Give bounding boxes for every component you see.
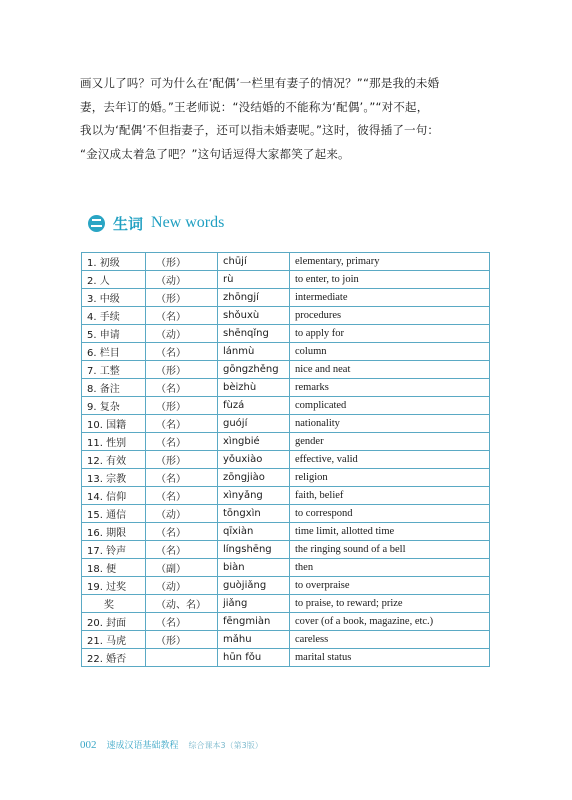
- page-number: 002: [80, 739, 97, 751]
- pinyin: xìnyǎng: [218, 487, 290, 505]
- section-header-new-words: [88, 211, 224, 235]
- pinyin: xìngbié: [218, 433, 290, 451]
- part-of-speech: [146, 649, 218, 667]
- table-row: [82, 541, 490, 559]
- vocab-word: 4. 手续: [82, 307, 146, 325]
- vocab-word: 10. 国籍: [82, 415, 146, 433]
- english-meaning: elementary, primary: [290, 253, 490, 271]
- table-row: [82, 325, 490, 343]
- vocab-word: 11. 性别: [82, 433, 146, 451]
- table-row: [82, 343, 490, 361]
- part-of-speech: （形）: [146, 253, 218, 271]
- part-of-speech: （副）: [146, 559, 218, 577]
- pinyin: chūjí: [218, 253, 290, 271]
- table-row: [82, 631, 490, 649]
- vocab-word: 21. 马虎: [82, 631, 146, 649]
- english-meaning: the ringing sound of a bell: [290, 541, 490, 559]
- table-row: [82, 469, 490, 487]
- part-of-speech: （形）: [146, 451, 218, 469]
- english-meaning: careless: [290, 631, 490, 649]
- vocab-word: 8. 备注: [82, 379, 146, 397]
- vocab-word: 20. 封面: [82, 613, 146, 631]
- table-row: [82, 559, 490, 577]
- pinyin: shǒuxù: [218, 307, 290, 325]
- table-row: [82, 505, 490, 523]
- table-row: [82, 397, 490, 415]
- vocab-word: 19. 过奖: [82, 577, 146, 595]
- english-meaning: marital status: [290, 649, 490, 667]
- pinyin: guójí: [218, 415, 290, 433]
- part-of-speech: （名）: [146, 523, 218, 541]
- pinyin: qīxiàn: [218, 523, 290, 541]
- part-of-speech: （动）: [146, 271, 218, 289]
- vocab-word: 6. 栏目: [82, 343, 146, 361]
- english-meaning: intermediate: [290, 289, 490, 307]
- pinyin: yǒuxiào: [218, 451, 290, 469]
- part-of-speech: （动）: [146, 577, 218, 595]
- vocab-word: 12. 有效: [82, 451, 146, 469]
- english-meaning: to enter, to join: [290, 271, 490, 289]
- part-of-speech: （名）: [146, 379, 218, 397]
- footer-book-title: 速成汉语基础教程: [106, 741, 179, 751]
- pinyin: jiǎng: [218, 595, 290, 613]
- english-meaning: column: [290, 343, 490, 361]
- part-of-speech: （形）: [146, 397, 218, 415]
- vocab-word: 5. 申请: [82, 325, 146, 343]
- table-row: [82, 253, 490, 271]
- english-meaning: effective, valid: [290, 451, 490, 469]
- part-of-speech: （名）: [146, 541, 218, 559]
- pinyin: lánmù: [218, 343, 290, 361]
- vocab-word: 22. 婚否: [82, 649, 146, 667]
- table-row: [82, 523, 490, 541]
- pinyin: mǎhu: [218, 631, 290, 649]
- pinyin: bèizhù: [218, 379, 290, 397]
- english-meaning: then: [290, 559, 490, 577]
- numeral-two-circle-icon: [88, 215, 105, 232]
- table-row: [82, 613, 490, 631]
- vocab-word: 15. 通信: [82, 505, 146, 523]
- vocabulary-table: [81, 252, 490, 667]
- vocab-word: 16. 期限: [82, 523, 146, 541]
- pinyin: língshēng: [218, 541, 290, 559]
- table-row: [82, 379, 490, 397]
- paragraph-line: 画又儿了吗？可为什么在‘配偶’一栏里有妻子的情况？”“那是我的未婚: [80, 76, 440, 90]
- english-meaning: cover (of a book, magazine, etc.): [290, 613, 490, 631]
- body-paragraph: [80, 72, 500, 166]
- part-of-speech: （名）: [146, 487, 218, 505]
- table-row: [82, 361, 490, 379]
- english-meaning: complicated: [290, 397, 490, 415]
- part-of-speech: （动）: [146, 325, 218, 343]
- paragraph-line: “金汉成太着急了吧？”这句话逗得大家都笑了起来。: [80, 146, 350, 161]
- pinyin: fēngmiàn: [218, 613, 290, 631]
- pinyin: gōngzhěng: [218, 361, 290, 379]
- part-of-speech: （名）: [146, 307, 218, 325]
- pinyin: tōngxìn: [218, 505, 290, 523]
- table-row: [82, 289, 490, 307]
- english-meaning: remarks: [290, 379, 490, 397]
- part-of-speech: （名）: [146, 343, 218, 361]
- footer-book-subtitle: 综合课本3（第3版）: [188, 741, 263, 750]
- english-meaning: time limit, allotted time: [290, 523, 490, 541]
- english-meaning: to correspond: [290, 505, 490, 523]
- part-of-speech: （名）: [146, 433, 218, 451]
- pinyin: rù: [218, 271, 290, 289]
- english-meaning: procedures: [290, 307, 490, 325]
- english-meaning: faith, belief: [290, 487, 490, 505]
- pinyin: biàn: [218, 559, 290, 577]
- table-row: [82, 487, 490, 505]
- part-of-speech: （名）: [146, 415, 218, 433]
- table-row: [82, 451, 490, 469]
- vocab-word: 2. 人: [82, 271, 146, 289]
- table-row: [82, 595, 490, 613]
- table-row: [82, 649, 490, 667]
- part-of-speech: （形）: [146, 631, 218, 649]
- part-of-speech: （形）: [146, 361, 218, 379]
- part-of-speech: （形）: [146, 289, 218, 307]
- pinyin: hūn fǒu: [218, 649, 290, 667]
- section-title-en: New words: [151, 214, 225, 231]
- pinyin: shēnqǐng: [218, 325, 290, 343]
- section-title-cn: 生词: [113, 214, 144, 233]
- pinyin: zhōngjí: [218, 289, 290, 307]
- table-row: [82, 271, 490, 289]
- english-meaning: religion: [290, 469, 490, 487]
- page-footer: [80, 738, 263, 751]
- english-meaning: to praise, to reward; prize: [290, 595, 490, 613]
- table-row: [82, 307, 490, 325]
- table-row: [82, 577, 490, 595]
- vocab-word: 7. 工整: [82, 361, 146, 379]
- english-meaning: to apply for: [290, 325, 490, 343]
- english-meaning: nationality: [290, 415, 490, 433]
- vocab-word: 18. 便: [82, 559, 146, 577]
- table-row: [82, 415, 490, 433]
- english-meaning: to overpraise: [290, 577, 490, 595]
- part-of-speech: （动）: [146, 505, 218, 523]
- pinyin: zōngjiào: [218, 469, 290, 487]
- part-of-speech: （动、名）: [146, 595, 218, 613]
- table-row: [82, 433, 490, 451]
- vocab-word: 9. 复杂: [82, 397, 146, 415]
- pinyin: fùzá: [218, 397, 290, 415]
- part-of-speech: （名）: [146, 469, 218, 487]
- vocab-word: 奖: [82, 595, 146, 613]
- paragraph-line: 妻，去年订的婚。”王老师说：“没结婚的不能称为‘配偶’。”“对不起，: [80, 99, 429, 114]
- vocab-word: 1. 初级: [82, 253, 146, 271]
- paragraph-line: 我以为‘配偶’不但指妻子，还可以指未婚妻呢。”这时，彼得插了一句：: [80, 123, 440, 137]
- part-of-speech: （名）: [146, 613, 218, 631]
- vocab-word: 13. 宗教: [82, 469, 146, 487]
- pinyin: guòjiǎng: [218, 577, 290, 595]
- english-meaning: gender: [290, 433, 490, 451]
- vocab-word: 17. 铃声: [82, 541, 146, 559]
- vocab-word: 14. 信仰: [82, 487, 146, 505]
- vocab-word: 3. 中级: [82, 289, 146, 307]
- english-meaning: nice and neat: [290, 361, 490, 379]
